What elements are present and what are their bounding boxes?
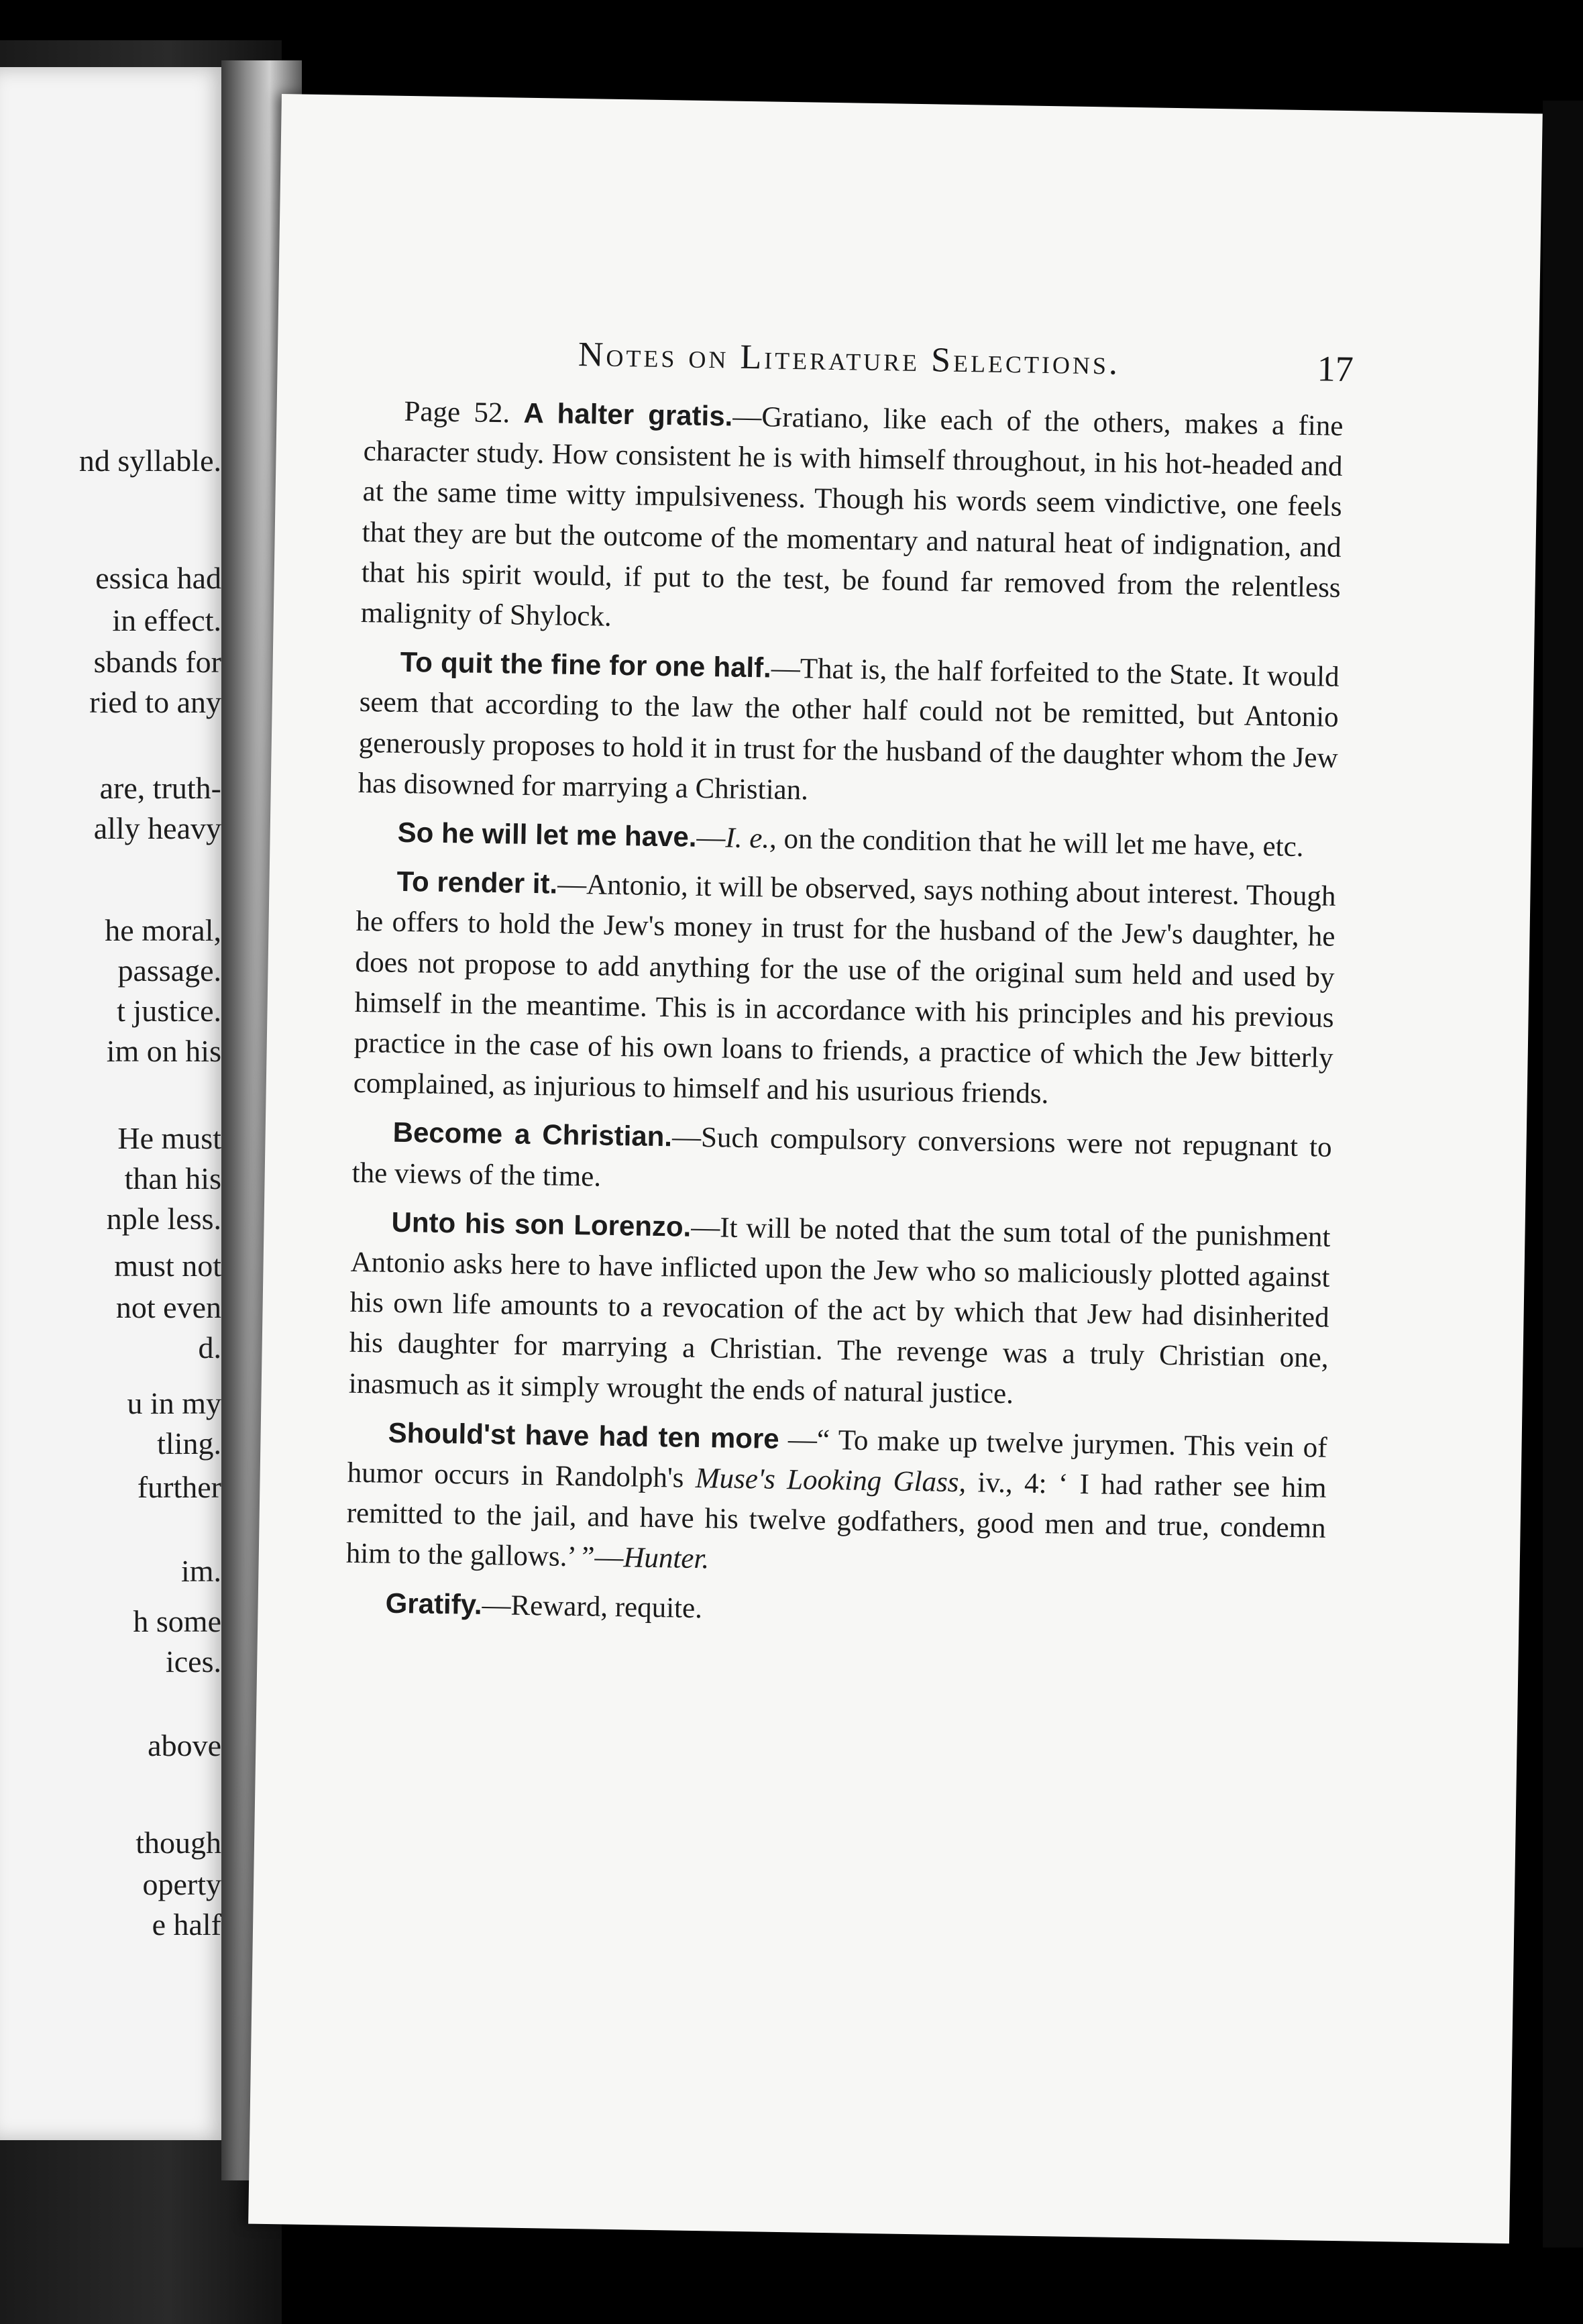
left-line: operty	[142, 1867, 221, 1901]
left-line: nple less.	[106, 1202, 221, 1236]
page-header	[277, 330, 1539, 397]
left-line: d.	[198, 1330, 221, 1365]
page-reference: Page 52.	[404, 395, 524, 429]
left-line: passage.	[117, 953, 221, 988]
note-text: —That is, the half forfeited to the State. It would seem that according to the law the other half could not be remitted, but Antonio generously proposes to hold it in trust for the husband of the daughter whom the Jew has disowned for marrying a Christian.	[358, 652, 1340, 806]
note-text: , on the condition that he will let me have, etc.	[769, 823, 1304, 863]
left-line: u in my	[127, 1386, 221, 1420]
left-line: above	[148, 1728, 221, 1762]
left-line: e half	[152, 1907, 221, 1942]
left-line: ried to any	[89, 685, 221, 719]
note-text: —Antonio, it will be observed, says nothing about interest. Though he offers to hold the Jew's money in trust for the husband of the Jew's daughter, he does not propose to add anything for the use of the original sum held and used by himself in the meantime. This is in accordance with his principles and his previous practice in the case of his own loans to friends, a practice of which the Jew bitterly complained, as injurious to himself and his usurious friends.	[353, 868, 1336, 1110]
left-line: he moral,	[105, 913, 221, 947]
left-line: im on his	[106, 1034, 221, 1068]
note-italic: I. e.	[725, 822, 770, 855]
note-italic: Hunter.	[623, 1542, 710, 1575]
left-line: sbands for	[93, 645, 221, 679]
note-text: —	[696, 821, 726, 854]
note-paragraph	[353, 861, 1336, 1119]
left-line: h some	[133, 1604, 221, 1638]
left-line: than his	[124, 1161, 221, 1196]
left-line: im.	[180, 1554, 221, 1588]
note-paragraph	[348, 1202, 1331, 1420]
background-right	[1543, 101, 1583, 2248]
right-page	[248, 94, 1543, 2243]
left-line: He must	[117, 1121, 221, 1155]
note-lemma: A halter gratis.	[523, 397, 733, 432]
note-paragraph	[357, 812, 1337, 868]
left-line: must not	[114, 1249, 221, 1283]
left-line: ices.	[165, 1644, 221, 1679]
note-paragraph	[360, 390, 1344, 649]
left-line: are, truth-	[99, 771, 221, 805]
note-text: —Such compulsory conversions were not repugnant to the views of the time.	[351, 1121, 1332, 1193]
note-text: —“ To make up twelve jurymen. This vein of humor occurs in Randolph's	[347, 1423, 1327, 1495]
note-paragraph	[345, 1582, 1325, 1638]
note-lemma: So he will let me have.	[397, 816, 697, 853]
left-line: t justice.	[117, 994, 221, 1028]
note-text: —It will be noted that the sum total of the punishment Antonio asks here to have inflicted upon the Jew who so maliciously plotted against his own life amounts to a revocation of the act by which that Jew had disinherited his daughter for marrying a Christian. The revenge was a truly Christian one, inasmuch as it simply wrought the ends of natural justice.	[348, 1211, 1331, 1410]
left-line: though	[135, 1826, 221, 1860]
left-line: in effect.	[112, 603, 221, 637]
note-text: iv., 4: ‘ I had rather see him remitted to the jail, and have his twelve godfathers, good men and true, condemn him to the gallows.’ ”—	[345, 1467, 1327, 1574]
page-body	[345, 390, 1344, 1647]
running-head: Notes on Literature Selections.	[578, 335, 1121, 382]
left-line: essica had	[95, 561, 221, 595]
note-text: —Gratiano, like each of the others, makes a fine character study. How consistent he is with himself throughout, in his hot-headed and at the same time witty impulsiveness. Though his words seem vindictive, one feels that they are but the outcome of the momentary and natural heat of indignation, and that his spirit would, if put to the test, be found far removed from the relentless malignity of Shylock.	[360, 401, 1344, 633]
note-italic: Muse's Looking Glass,	[695, 1463, 967, 1499]
note-lemma: To quit the fine for one half.	[400, 646, 772, 684]
note-paragraph	[358, 641, 1340, 819]
note-text: —Reward, requite.	[482, 1589, 703, 1624]
note-lemma: Unto his son Lorenzo.	[391, 1206, 692, 1243]
note-lemma: Gratify.	[385, 1587, 482, 1620]
note-paragraph	[351, 1112, 1332, 1208]
page-number: 17	[1317, 348, 1354, 390]
note-lemma: To render it.	[396, 865, 558, 900]
note-lemma: Should'st have had ten more	[388, 1416, 779, 1455]
left-line: nd syllable.	[78, 443, 221, 478]
left-page	[0, 67, 228, 2140]
left-line: not even	[115, 1290, 221, 1324]
left-line: ally heavy	[93, 811, 221, 845]
left-line: further	[137, 1470, 221, 1504]
note-paragraph	[345, 1412, 1327, 1590]
left-line: tling.	[157, 1426, 221, 1461]
note-lemma: Become a Christian.	[392, 1116, 673, 1153]
